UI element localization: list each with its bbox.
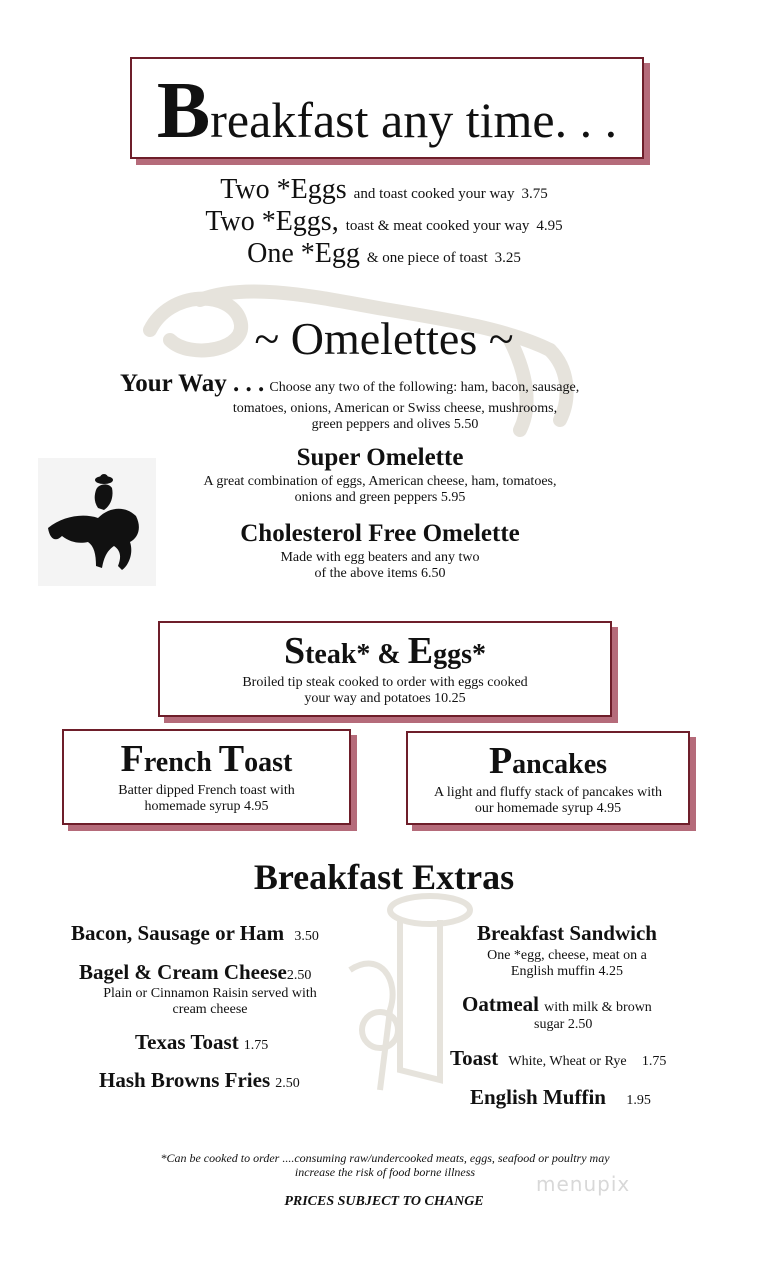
extra-item: English Muffin 1.95	[470, 1085, 651, 1109]
pancakes-box: Pancakes A light and fluffy stack of pancakes with our homemade syrup 4.95	[406, 731, 690, 825]
bucking-horse-rider-icon	[38, 458, 156, 586]
cholesterol-free-omelette: Cholesterol Free Omelette Made with egg beaters and any two of the above items 6.50	[240, 520, 520, 581]
extra-item: Hash Browns Fries 2.50	[99, 1068, 300, 1092]
page-title: Breakfast any time. . .	[156, 67, 618, 155]
extra-item: Breakfast Sandwich One *egg, cheese, meat on a English muffin 4.25	[477, 921, 657, 979]
extra-item: Texas Toast 1.75	[135, 1030, 269, 1054]
french-toast-box: French Toast Batter dipped French toast with homemade syrup 4.95	[62, 729, 351, 825]
steak-eggs-box: Steak* & Eggs* Broiled tip steak cooked to order with eggs cooked your way and potatoes 10.25	[158, 621, 612, 717]
super-omelette: Super Omelette A great combination of eggs, American cheese, ham, tomatoes, onions and green peppers 5.95	[203, 444, 557, 505]
extra-item: Bagel & Cream Cheese2.50	[79, 960, 312, 984]
egg-item: Two *Eggs, toast & meat cooked your way 4.95	[205, 206, 563, 237]
extra-item: Oatmeal with milk & brown	[462, 992, 652, 1016]
omelettes-heading: ~ Omelettes ~	[254, 313, 514, 364]
disclaimer: *Can be cooked to order ....consuming raw/undercooked meats, eggs, seafood or poultry may increase the risk of food borne illness	[160, 1151, 610, 1179]
steak-eggs-title: Steak* & Eggs*	[283, 630, 487, 672]
watermark: menupix	[536, 1172, 631, 1196]
extra-item: Bacon, Sausage or Ham 3.50	[71, 921, 319, 945]
french-toast-title: French Toast	[120, 738, 293, 780]
extra-item: Toast White, Wheat or Rye 1.75	[450, 1046, 667, 1070]
extra-item-desc: sugar 2.50	[534, 1017, 593, 1032]
extras-heading: Breakfast Extras	[253, 857, 515, 897]
egg-item: One *Egg & one piece of toast 3.25	[247, 238, 521, 269]
extra-item-desc: Plain or Cinnamon Raisin served with cream cheese	[103, 986, 317, 1017]
your-way-desc: tomatoes, onions, American or Swiss cheese, mushrooms, green peppers and olives 5.50	[232, 401, 558, 432]
prices-notice: PRICES SUBJECT TO CHANGE	[284, 1194, 484, 1209]
pancakes-title: Pancakes	[488, 740, 608, 782]
your-way-omelette: Your Way . . . Choose any two of the following: ham, bacon, sausage,	[120, 370, 580, 397]
title-banner	[130, 57, 644, 159]
egg-item: Two *Eggs and toast cooked your way 3.75	[220, 174, 548, 205]
